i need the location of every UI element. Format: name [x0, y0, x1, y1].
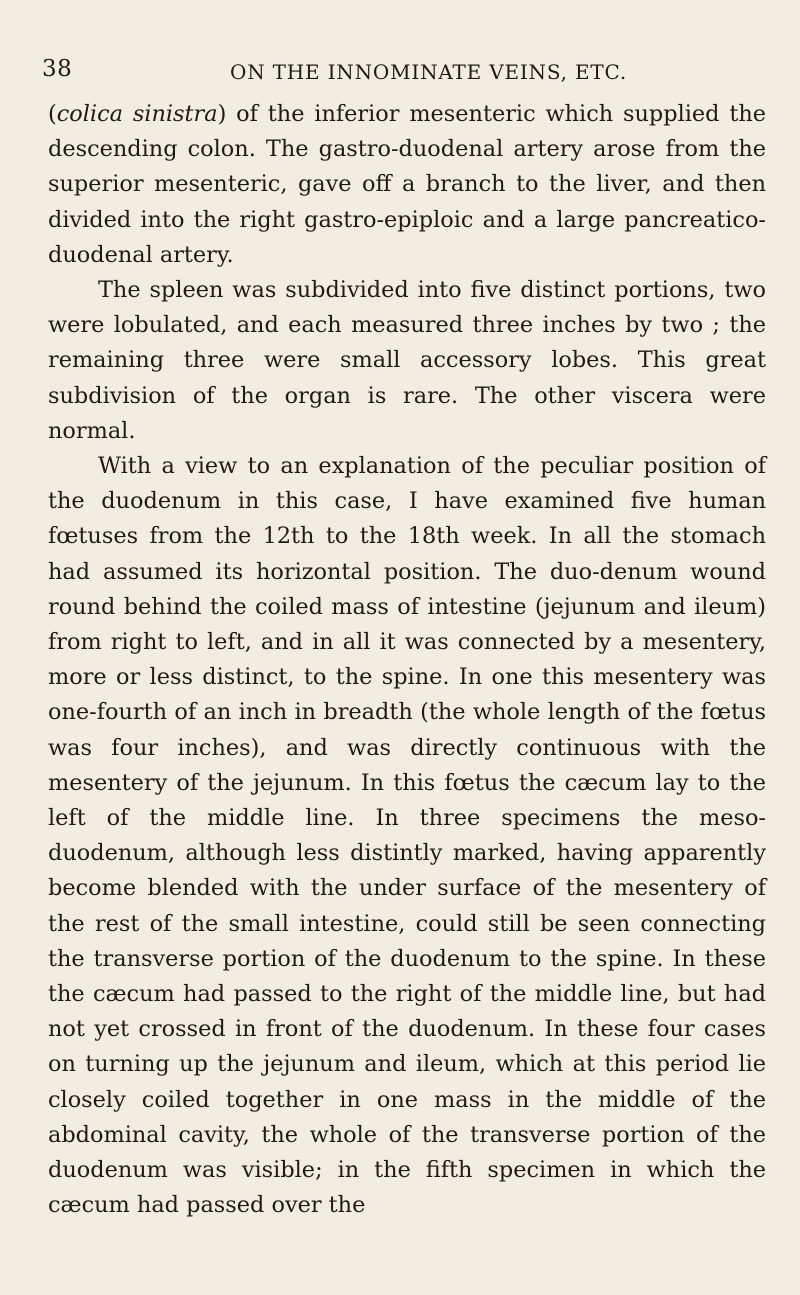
body-text [48, 97, 766, 1224]
page-number: 38 [42, 56, 73, 82]
italic-term: colica sinistra [56, 101, 218, 127]
paragraph-1 [48, 97, 766, 273]
paragraph-2: The spleen was subdivided into five distinct portions, two were lobulated, and each measured three inches by two ; the remaining three were small accessory lobes. This great subdivision of the organ is rare. The other viscera were normal. [48, 277, 766, 444]
paren-open: ( [48, 101, 57, 127]
paragraph-1-text: ) of the inferior mesenteric which supplied the descending colon. The gastro-duodenal artery arose from the superior mesenteric, gave off a branch to the liver, and then divided into the right gastro-epiploic and a large pancreatico-duodenal artery. [48, 101, 766, 268]
page-header [42, 50, 762, 90]
paragraph-3: With a view to an explanation of the peculiar position of the duodenum in this case, I have examined five human fœtuses from the 12th to the 18th week. In all the stomach had assumed its horizontal position. The duo-denum wound round behind the coiled mass of intestine (jejunum and ileum) from right to left, and in all it was connected by a mesentery, more or less distinct, to the spine. In one this mesentery was one-fourth of an inch in breadth (the whole length of the fœtus was four inches), and was directly continuous with the mesentery of the jejunum. In this fœtus the cæcum lay to the left of the middle line. In three specimens the meso-duodenum, although less distintly marked, having apparently become blended with the under surface of the mesentery of the rest of the small intestine, could still be seen connecting the transverse portion of the duodenum to the spine. In these the cæcum had passed to the right of the middle line, but had not yet crossed in front of the duodenum. In these four cases on turning up the jejunum and ileum, which at this period lie closely coiled together in one mass in the middle of the abdominal cavity, the whole of the transverse portion of the duodenum was visible; in the fifth specimen in which the cæcum had passed over the [48, 453, 766, 1219]
running-head: ON THE INNOMINATE VEINS, ETC. [230, 60, 628, 84]
